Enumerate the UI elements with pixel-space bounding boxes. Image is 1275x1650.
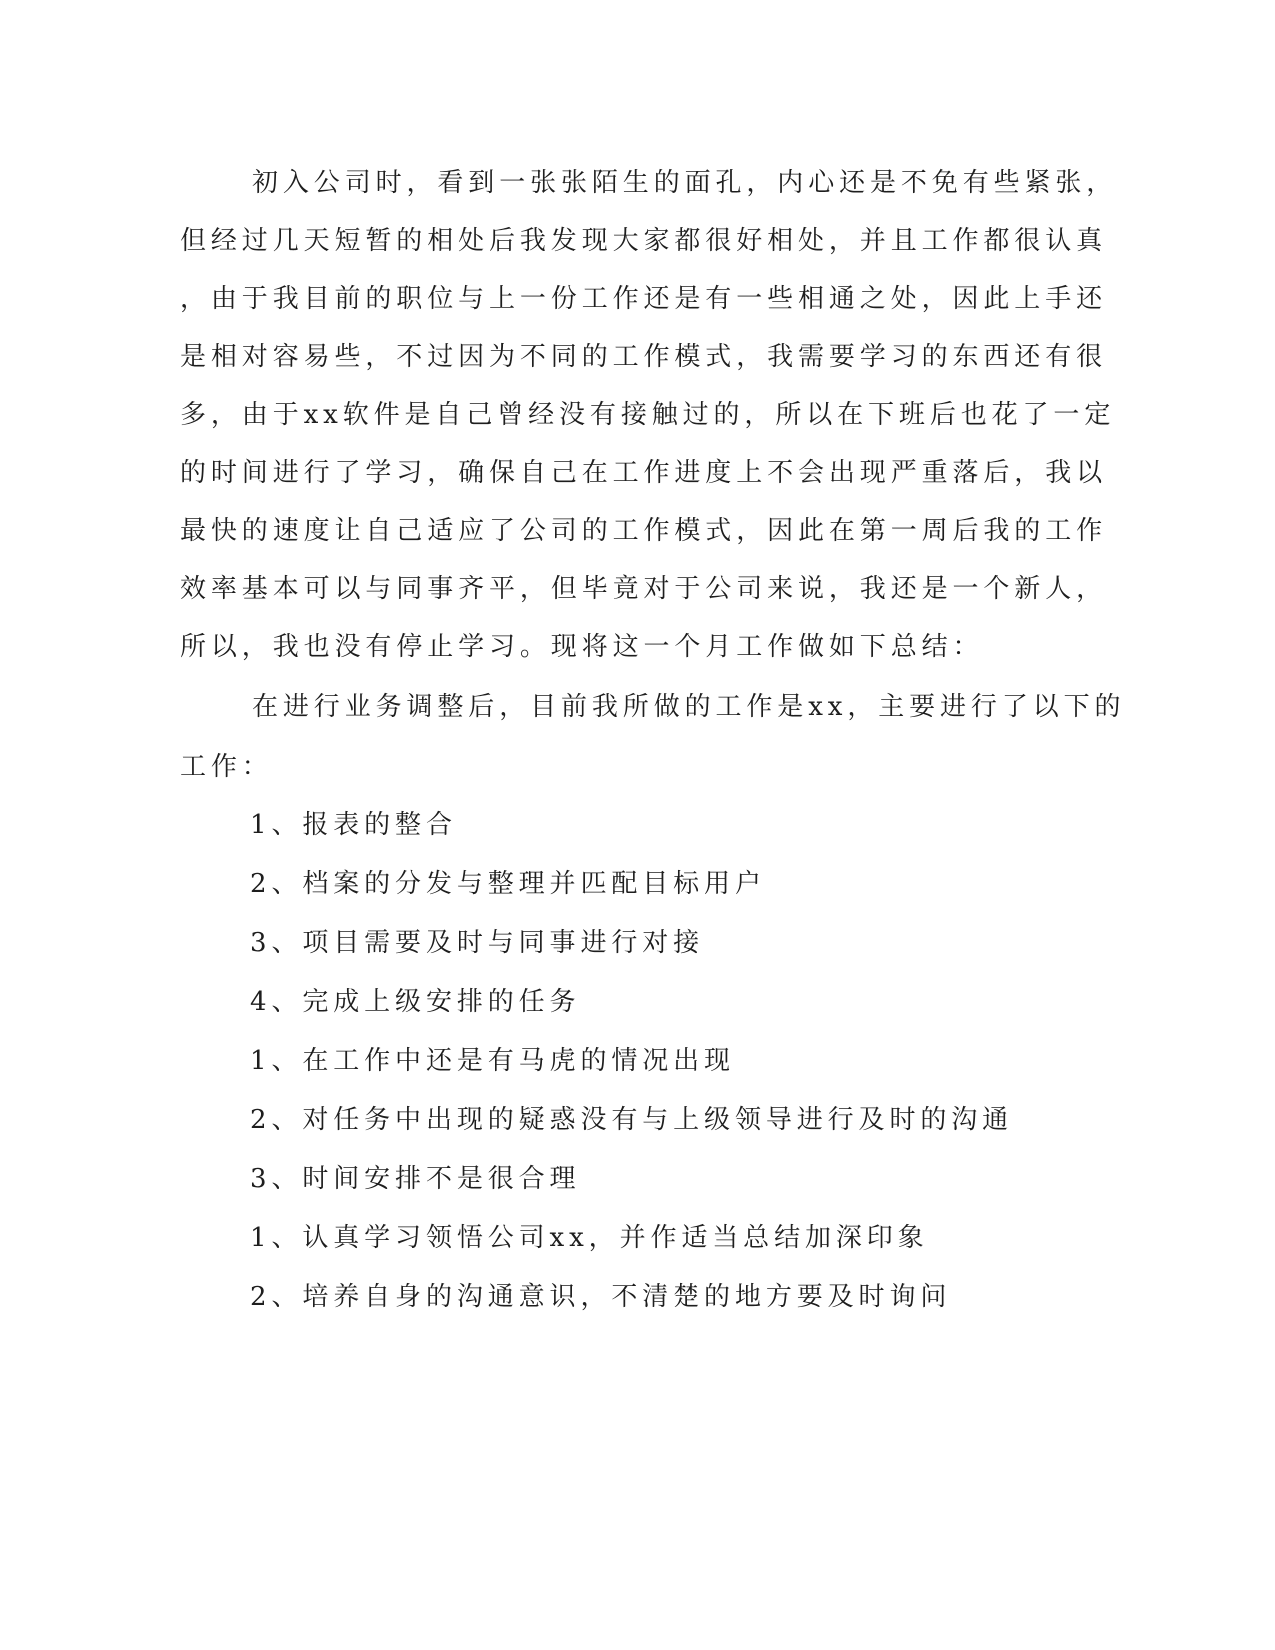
list-item: 1、在工作中还是有马虎的情况出现 — [250, 1046, 735, 1076]
text-line: 在进行业务调整后，目前我所做的工作是xx，主要进行了以下的 — [252, 692, 1126, 722]
text-line: 效率基本可以与同事齐平，但毕竟对于公司来说，我还是一个新人， — [180, 574, 1108, 604]
text-line: 是相对容易些，不过因为不同的工作模式，我需要学习的东西还有很 — [180, 342, 1108, 372]
text-line: 的时间进行了学习，确保自己在工作进度上不会出现严重落后，我以 — [180, 458, 1108, 488]
list-item: 2、培养自身的沟通意识，不清楚的地方要及时询问 — [250, 1282, 952, 1312]
text-line: 初入公司时，看到一张张陌生的面孔，内心还是不免有些紧张， — [252, 168, 1118, 198]
text-line: 但经过几天短暂的相处后我发现大家都很好相处，并且工作都很认真 — [180, 226, 1108, 256]
list-item: 3、时间安排不是很合理 — [250, 1164, 581, 1194]
list-item: 2、对任务中出现的疑惑没有与上级领导进行及时的沟通 — [250, 1105, 1014, 1135]
list-item: 3、项目需要及时与同事进行对接 — [250, 928, 705, 958]
text-line: 多，由于xx软件是自己曾经没有接触过的，所以在下班后也花了一定 — [180, 400, 1116, 430]
text-line: 最快的速度让自己适应了公司的工作模式，因此在第一周后我的工作 — [180, 516, 1108, 546]
text-line: ，由于我目前的职位与上一份工作还是有一些相通之处，因此上手还 — [180, 284, 1108, 314]
list-item: 2、档案的分发与整理并匹配目标用户 — [250, 869, 766, 899]
text-line: 工作： — [180, 752, 273, 782]
list-item: 1、报表的整合 — [250, 810, 457, 840]
text-line: 所以，我也没有停止学习。现将这一个月工作做如下总结： — [180, 632, 984, 662]
list-item: 4、完成上级安排的任务 — [250, 987, 581, 1017]
list-item: 1、认真学习领悟公司xx，并作适当总结加深印象 — [250, 1223, 929, 1253]
